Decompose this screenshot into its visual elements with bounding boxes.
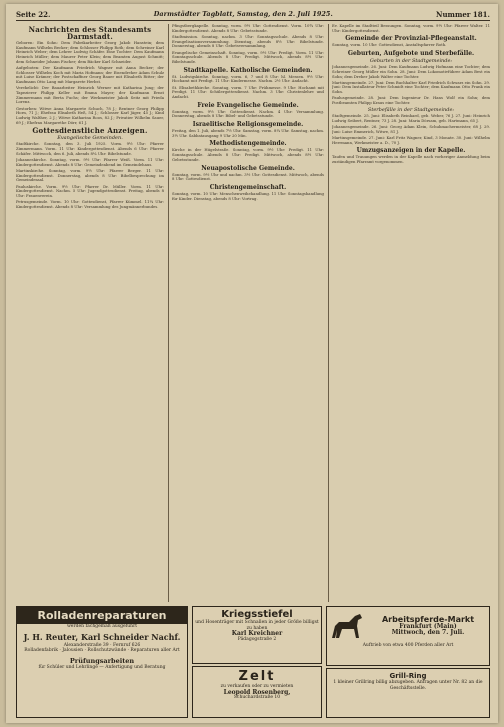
section-heading: Umzugsanzeigen in der Kapelle. bbox=[356, 147, 466, 155]
subheading: Geburten in der Stadtgemeinde: bbox=[369, 58, 453, 65]
paragraph: Ev. Kapelle im Stadtteil Bessungen. Sonntag, vorm. 9½ Uhr: Pfarrer Walter. 11 Uhr: Kindergottesdienst. bbox=[332, 24, 490, 33]
paragraph: Petrusgemeinde. Vorm. 10 Uhr: Gottesdienst, Pfarrer Kümmel. 11¼ Uhr: Kindergottesdienst. Abends 8 Uhr: Versammlung des Jungmännerbundes. bbox=[16, 199, 164, 209]
paragraph: Gestorben: Witwe Anna Margarete Schuch, 78 J.; Rentner Georg Philipp Horn, 71 J.; Ehefrau Elisabeth Heß, 54 J.; Schlosser Karl Jäger, 45 J.; Kind Ludwig Walther, 2 J.; Witwe Katharina Roos, 82 J.; Privatier Wilhelm Sauer, 69 J.; Ehefrau Margarethe Dörr, 61 J. bbox=[16, 105, 164, 125]
ad-subtitle: 1 kleiner Grillring billig abzugeben. Anfragen unter Nr. 82 an die Geschäftsstelle. bbox=[333, 680, 483, 691]
section-heading: Freie Evangelische Gemeinde. bbox=[197, 101, 299, 109]
section-heading: Israelitische Religionsgemeinde. bbox=[192, 121, 304, 129]
paragraph: Martinsgemeinde. 27. Juni: Dem Buchhalter Karl Friedrich Schwarz ein Sohn. 29. Juni: Dem Installateur Peter Schmidt eine Tochter; dem Kaufmann Otto Frank ein Sohn. bbox=[332, 79, 490, 95]
masthead bbox=[16, 8, 490, 21]
ad-name: Leopold Rosenberg, bbox=[223, 688, 291, 696]
paragraph: Geboren: Ein Sohn: Dem Fabrikarbeiter Georg Jakob Hanstein; dem Kaufmann Wilhelm Becker; dem Schlosser Philipp Roth; dem Schreiner Karl Heinrich Weber; dem Lehrer Ludwig Schäfer. Eine Tochter: Dem Kaufmann Heinrich Müller; dem Maurer Peter Klein; dem Beamten August Schmitt; dem Schneider Johann Fischer; dem Bäcker Karl Schneider. bbox=[16, 40, 164, 64]
ad-subtitle: werden fachgemäß ausgeführt bbox=[66, 624, 138, 629]
paragraph: St. Elisabethkirche. Sonntag, vorm. 7 Uhr: Frühmesse. 9 Uhr: Hochamt mit Predigt. 11 Uhr: Schülergottesdienst. Nachm. 3 Uhr: Christenlehre und Andacht. bbox=[172, 84, 324, 99]
paragraph: Pfingstbergkapelle. Sonntag, vorm. 9½ Uhr: Gottesdienst. Vorm. 10¾ Uhr: Kindergottesdienst. Abends 8 Uhr: Gebetsstunde. bbox=[172, 24, 324, 33]
paragraph: Pauluskirche. Vorm. 9½ Uhr: Pfarrer Dr. Müller. Vorm. 11 Uhr: Kindergottesdienst. Nachm. 5 Uhr: Jugendgottesdienst. Freitag, abends 8 Uhr: Frauenverein. bbox=[16, 183, 164, 198]
paragraph: Evangelische Gemeinschaft. Sonntag, vorm. 9½ Uhr: Predigt. Vorm. 11 Uhr: Sonntagsschule. Abends 8 Uhr: Predigt. Mittwoch, abends 8½ Uhr: Bibelstunde. bbox=[172, 49, 324, 64]
section-heading: Stadtkapelle. Katholische Gemeinden. bbox=[183, 66, 313, 74]
paragraph: Martinsgemeinde. 27. Juni: Karl Fritz Wagner, Kind, 3 Monate. 30. Juni: Wilhelm Herrmann, Werkmeister a. D., 70 J. bbox=[332, 135, 490, 145]
ad-title: Grill-Ring bbox=[389, 672, 427, 680]
ad-rolladen bbox=[16, 606, 188, 718]
newspaper-title-date: Darmstädter Tagblatt, Samstag, den 2. Juli 1925. bbox=[153, 10, 333, 18]
ad-zelt bbox=[192, 666, 322, 718]
advertisements bbox=[16, 606, 490, 719]
paragraph: Sonntag, vorm. 9½ Uhr und nachm. 3½ Uhr: Gottesdienst. Mittwoch, abends 8 Uhr: Gottesdienst. bbox=[172, 171, 324, 182]
subheading: Evangelische Gemeinden. bbox=[57, 135, 123, 142]
paragraph: Sonntag, vorm. 10 Uhr: Menschenweihehandlung. 11 Uhr: Sonntagshandlung für Kinder. Dienstag, abends 8 Uhr: Vortrag. bbox=[172, 190, 324, 201]
column-rule-2 bbox=[328, 24, 329, 602]
column-rule-1 bbox=[168, 24, 169, 602]
ad-subtitle: zu verkaufen oder zu vermieten bbox=[220, 684, 294, 689]
paragraph: Kirche in der Hügelstraße. Sonntag, vorm. 9½ Uhr: Predigt. 11 Uhr: Sonntagsschule. Abends 8 Uhr: Predigt. Mittwoch, abends 8½ Uhr: Gebetsstunde. bbox=[172, 147, 324, 162]
subheading: Sterbefälle in der Stadtgemeinde: bbox=[367, 107, 455, 114]
section-heading: Christengemeinschaft. bbox=[209, 183, 287, 191]
ad-title: Arbeitspferde-Markt bbox=[381, 615, 475, 624]
section-heading-services: Gottesdienstliche Anzeigen. bbox=[32, 126, 148, 136]
paragraph: Johannesgemeinde. 26. Juni: Georg Adam Klein, Schuhmachermeister, 68 J. 29. Juni: Luise Emmerich, Witwe, 81 J. bbox=[332, 124, 490, 134]
paragraph: Sonntag, vorm. 9½ Uhr: Gottesdienst. Nachm. 4 Uhr: Versammlung. Donnerstag, abends 8 Uhr: Bibel- und Gebetsstunde. bbox=[172, 108, 324, 119]
column-middle bbox=[172, 24, 324, 604]
section-heading: Gemeinde der Provinzial-Pflegeanstalt. bbox=[345, 35, 477, 43]
ad-title: Zelt bbox=[238, 669, 276, 684]
horse-icon bbox=[327, 608, 367, 642]
issue-number: Nummer 181. bbox=[436, 9, 490, 19]
ad-pruef-title: Prüfungsarbeiten bbox=[69, 656, 135, 665]
paragraph: St. Ludwigskirche. Sonntag, vorm. 6, 7 und 8 Uhr: hl. Messen. 9½ Uhr: Hochamt mit Predigt. 11 Uhr: Kindermesse. Nachm. 2½ Uhr: Andacht. bbox=[172, 73, 324, 84]
ad-date: Mittwoch, den 7. Juli. bbox=[391, 628, 465, 636]
paragraph: Aufgeboten: Der Kaufmann Friedrich Wagner mit Anna Becker; der Schlosser Wilhelm Koch mit Maria Hofmann; der Eisendreher Adam Schulz mit Luise Krämer; der Postschaffner Georg Bauer mit Elisabeth Ritter; der Kaufmann Otto Lang mit Margarete Herbst. bbox=[16, 65, 164, 85]
ad-address: Pädagogstraße 2 bbox=[237, 636, 277, 642]
paragraph: Verehelicht: Der Bauarbeiter Heinrich Werner mit Katharina Jung; der Tapezierer Philipp Keller mit Emma Mayer; der Kaufmann Ernst Zimmermann mit Berta Fuchs; der Werkmeister Jakob Seitz mit Frieda Lorenz. bbox=[16, 85, 164, 105]
ad-subtitle: und Hosenträger mit Schnallen in jeder Größe billigst zu haben bbox=[195, 620, 319, 631]
ad-pruef-sub: für Schüler und Lehrlinge — Anfertigung und Beratung bbox=[38, 664, 166, 670]
paragraph: Stadtgemeinde. 25. Juni: Elisabeth Reinhard, geb. Weber, 76 J. 27. Juni: Heinrich Ludwig Seibert, Rentner, 73 J. 28. Juni: Maria Dörsam, geb. Hartmann, 65 J. bbox=[332, 113, 490, 123]
ad-subtitle: Auftrieb von etwa 400 Pferden aller Art bbox=[362, 643, 454, 648]
section-heading: Methodistengemeinde. bbox=[209, 140, 287, 148]
paragraph: Stadtmission. Sonntag, nachm. 3 Uhr: Sonntagsschule. Abends 8 Uhr: Evangelisationsversammlung. Dienstag, abends 8½ Uhr: Bibelstunde. Donnerstag, abends 8 Uhr: Gebetsversammlung. bbox=[172, 33, 324, 49]
ad-company-name: J. H. Reuter, Karl Schneider Nachf. bbox=[23, 631, 181, 642]
section-heading-registry: Nachrichten des Standesamts Darmstadt. bbox=[28, 25, 152, 41]
paragraph: Stadtkirche. Sonntag, den 3. Juli 1925. Vorm. 9½ Uhr: Pfarrer Zimmermann. Vorm. 11 Uhr: Kindergottesdienst. Abends 6 Uhr: Pfarrer Schäfer. Mittwoch, den 6. Juli, abends 8¼ Uhr: Bibelstunde. bbox=[16, 141, 164, 156]
paragraph: Paulusgemeinde. 28. Juni: Dem Ingenieur Dr. Hans Wolf ein Sohn; dem Postbeamten Philipp Kraus eine Tochter. bbox=[332, 95, 490, 106]
paragraph: Freitag, den 1. Juli, abends 7½ Uhr. Samstag, vorm. 8¼ Uhr. Samstag, nachm. 3½ Uhr. Sabbatausgang 9 Uhr 20 Min. bbox=[172, 128, 324, 138]
paragraph: Johannesgemeinde. 26. Juni: Dem Kaufmann Ludwig Hofmann eine Tochter; dem Schreiner Georg Müller ein Sohn. 28. Juni: Dem Lokomotivführer Adam Best ein Sohn; dem Dreher Jakob Walter eine Tochter. bbox=[332, 64, 490, 79]
ad-name: Karl Kreichner bbox=[231, 630, 283, 637]
ad-city: Frankfurt (Main) bbox=[399, 623, 457, 630]
section-heading: Geburten, Aufgebote und Sterbefälle. bbox=[347, 50, 475, 58]
page-number: Seite 22. bbox=[16, 9, 51, 19]
ad-services: Rolladenfabrik · Jalousien · Rollschutzwände · Reparaturen aller Art bbox=[24, 648, 180, 653]
column-right bbox=[332, 24, 490, 604]
ad-kriegsstiefel bbox=[192, 606, 322, 664]
column-left bbox=[16, 24, 164, 604]
ad-title: Kriegsstiefel bbox=[221, 609, 293, 620]
ad-title: Rolladenreparaturen bbox=[17, 607, 187, 624]
paragraph: Johanneskirche. Sonntag, vorm. 9½ Uhr: Pfarrer Weiß. Vorm. 11 Uhr: Kindergottesdienst. Abends 8 Uhr: Gemeindeabend im Gemeindehaus. bbox=[16, 157, 164, 167]
section-heading: Neuapostolische Gemeinde. bbox=[201, 164, 295, 172]
ad-pferdemarkt bbox=[326, 606, 490, 666]
ad-address: Schuchardstraße 10 bbox=[233, 695, 281, 700]
newspaper-page bbox=[6, 4, 498, 723]
paragraph: Taufen und Trauungen werden in der Kapelle nach vorheriger Anmeldung beim zuständigen Pfarramt vorgenommen. bbox=[332, 154, 490, 165]
ad-grill-ring bbox=[326, 668, 490, 718]
ad-address: Alexanderstraße 39 · Fernruf 626 bbox=[63, 642, 141, 648]
paragraph: Martinskirche. Sonntag, vorm. 9½ Uhr: Pfarrer Berger. 11 Uhr: Kindergottesdienst. Donnerstag, abends 8 Uhr: Bibelbesprechung im Gemeindesaal. bbox=[16, 167, 164, 183]
paragraph: Sonntag, vorm. 10 Uhr: Gottesdienst, Anstaltspfarrer Roth. bbox=[332, 42, 447, 48]
